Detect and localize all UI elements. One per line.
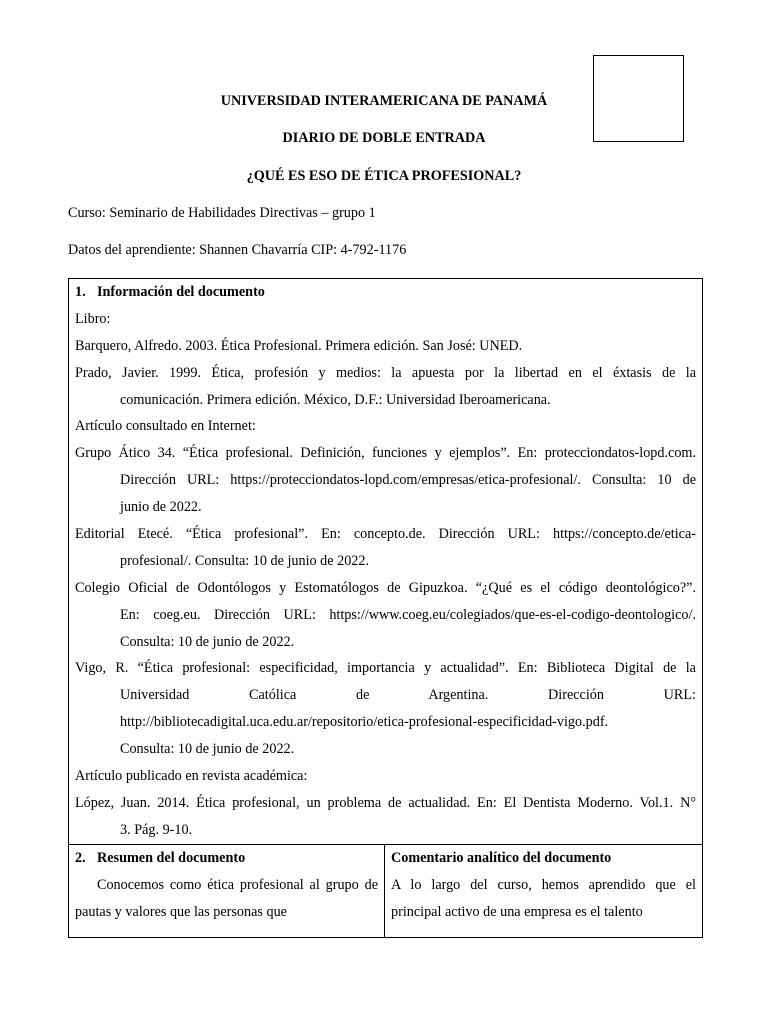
reference-line: comunicación. Primera edición. México, D.F.: Universidad Iberoamericana. — [120, 391, 551, 408]
reference-line: Universidad Católica de Argentina. Dirección URL: — [120, 687, 696, 704]
summary-heading — [75, 845, 378, 872]
comment-text: A lo largo del curso, hemos aprendido que el principal activo de una empresa es el talento — [391, 876, 696, 920]
summary-title: Resumen del documento — [97, 849, 246, 866]
summary-text-clip — [75, 872, 378, 937]
journal-label: Artículo publicado en revista académica: — [75, 768, 308, 785]
summary-cell — [69, 844, 385, 937]
reference-line: Consulta: 10 de junio de 2022. — [120, 633, 295, 650]
reference-line: 3. Pág. 9-10. — [120, 821, 193, 838]
comment-heading: Comentario analítico del documento — [391, 849, 612, 866]
book-label: Libro: — [75, 310, 111, 327]
section-summary-row — [69, 844, 703, 937]
internet-label: Artículo consultado en Internet: — [75, 418, 256, 435]
reference-line: http://bibliotecadigital.uca.edu.ar/repositorio/etica-profesional-especificidad-vigo.pdf. — [120, 714, 609, 731]
course-line: Curso: Seminario de Habilidades Directivas – grupo 1 — [68, 205, 376, 221]
document-type-title: DIARIO DE DOBLE ENTRADA — [282, 130, 486, 146]
reference-line: Consulta: 10 de junio de 2022. — [120, 741, 295, 758]
summary-text: Conocemos como ética profesional al grupo de pautas y valores que las personas que — [75, 876, 378, 920]
reference-line: Dirección URL: https://protecciondatos-lopd.com/empresas/etica-profesional/. Consulta: 10 de — [120, 472, 696, 489]
section-information-heading — [75, 279, 696, 306]
reference-line: Colegio Oficial de Odontólogos y Estomatólogos de Gipuzkoa. “¿Qué es el código deontológico?”. — [75, 579, 696, 596]
reference-line: En: coeg.eu. Dirección URL: https://www.coeg.eu/colegiados/que-es-el-codigo-deontologico/. — [120, 606, 696, 623]
section-information-row — [69, 279, 703, 845]
question-title: ¿QUÉ ES ESO DE ÉTICA PROFESIONAL? — [246, 168, 522, 184]
reference-line: Editorial Etecé. “Ética profesional”. En: concepto.de. Dirección URL: https://concepto.de/etica- — [75, 526, 696, 543]
section-number: 1. — [75, 284, 86, 300]
reference-line: Vigo, R. “Ética profesional: especificidad, importancia y actualidad”. En: Biblioteca Digital de la — [75, 660, 696, 677]
section-number: 2. — [75, 849, 86, 866]
reference-line: profesional/. Consulta: 10 de junio de 2022. — [120, 552, 370, 569]
reference-line: Prado, Javier. 1999. Ética, profesión y medios: la apuesta por la libertad en el éxtasis de la — [75, 364, 696, 381]
section-title: Información del documento — [97, 284, 265, 300]
comment-cell — [385, 844, 703, 937]
reference-line: López, Juan. 2014. Ética profesional, un problema de actualidad. En: El Dentista Moderno. Vol.1. N° — [75, 794, 696, 811]
university-title: UNIVERSIDAD INTERAMERICANA DE PANAMÁ — [220, 93, 548, 109]
section-information-cell — [69, 279, 703, 845]
student-line: Datos del aprendiente: Shannen Chavarría CIP: 4-792-1176 — [68, 242, 407, 258]
reference-line: Barquero, Alfredo. 2003. Ética Profesional. Primera edición. San José: UNED. — [75, 337, 523, 354]
document-table — [68, 278, 703, 938]
reference-line: Grupo Ático 34. “Ética profesional. Definición, funciones y ejemplos”. En: protecciondatos-lopd.com. — [75, 445, 696, 462]
comment-text-clip — [391, 872, 696, 937]
reference-line: junio de 2022. — [120, 499, 202, 516]
